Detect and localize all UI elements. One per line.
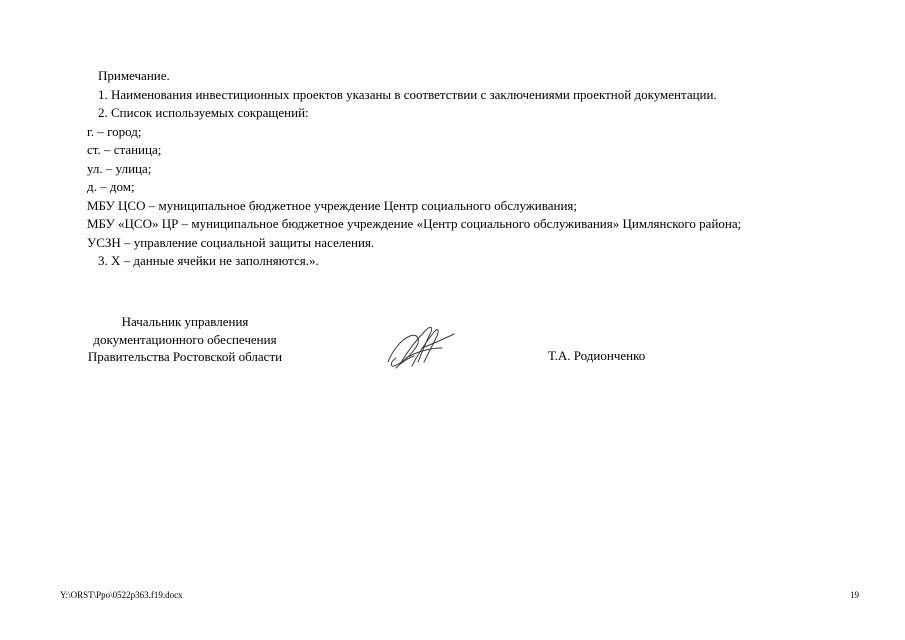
abbreviation-item: УСЗН – управление социальной защиты населения. xyxy=(87,234,375,250)
handwritten-signature xyxy=(382,318,462,373)
footer-file-path: Y:\ORST\Ppo\0522p363.f19.docx xyxy=(60,590,183,600)
note-item-2: 2. Список используемых сокращений: xyxy=(98,105,309,120)
note-item-1: 1. Наименования инвестиционных проектов указаны в соответствии с заключениями проектной документации. xyxy=(98,86,717,102)
abbreviation-item: д. – дом; xyxy=(87,179,135,194)
position-line-3: Правительства Ростовской области xyxy=(87,349,283,364)
abbreviation-item: МБУ ЦСО – муниципальное бюджетное учреждение Центр социального обслуживания; xyxy=(87,197,577,213)
abbreviation-item: МБУ «ЦСО» ЦР – муниципальное бюджетное учреждение «Центр социального обслуживания» Цимлянского района; xyxy=(87,216,742,231)
signer-position xyxy=(40,313,330,366)
notes-heading: Примечание. xyxy=(98,68,170,83)
page-number: 19 xyxy=(850,590,859,600)
abbreviation-item: ул. – улица; xyxy=(87,160,152,176)
note-item-3: 3. Х – данные ячейки не заполняются.». xyxy=(98,253,319,268)
notes-section xyxy=(87,67,887,271)
signer-name: Т.А. Родионченко xyxy=(548,348,646,363)
abbreviation-item: г. – город; xyxy=(87,123,142,139)
position-line-1: Начальник управления xyxy=(121,314,249,329)
abbreviation-item: ст. – станица; xyxy=(87,142,162,157)
position-line-2: документационного обеспечения xyxy=(93,331,277,347)
